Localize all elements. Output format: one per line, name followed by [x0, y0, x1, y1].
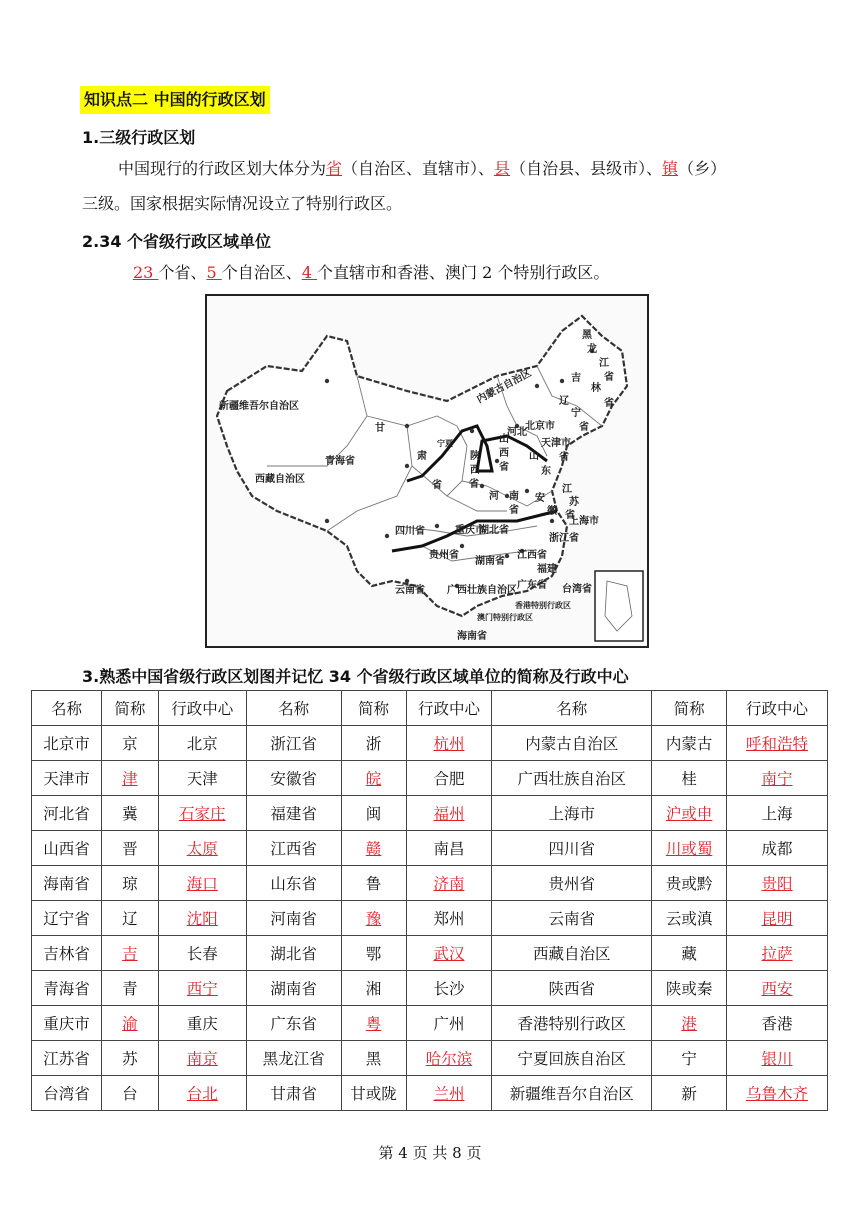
text-segment: （自治县、县级市）、: [510, 159, 663, 178]
table-cell: [158, 866, 246, 901]
map-label: 台湾省: [562, 584, 592, 595]
table-cell: 长沙: [406, 971, 492, 1006]
answer-blank: 4: [301, 263, 318, 282]
table-cell: 新: [652, 1076, 727, 1111]
table-cell: [652, 831, 727, 866]
table-cell: 鄂: [341, 936, 406, 971]
map-label: 省: [604, 398, 614, 409]
table-row: [32, 796, 828, 831]
table-cell: [341, 831, 406, 866]
map-label: 贵州省: [429, 550, 459, 561]
answer-blank: 县: [494, 159, 511, 178]
table-cell: [341, 761, 406, 796]
table-header-cell: 行政中心: [158, 691, 246, 726]
answer-blank: 吉: [122, 945, 138, 963]
table-cell: [406, 1076, 492, 1111]
table-cell: 广西壮族自治区: [492, 761, 652, 796]
map-label: 肃: [417, 451, 427, 462]
table-cell: 辽: [101, 901, 158, 936]
answer-blank: 沈阳: [186, 910, 218, 928]
map-label: 重庆市: [455, 525, 485, 536]
table-cell: 湖北省: [246, 936, 341, 971]
paragraph-counts: [133, 263, 609, 283]
table-cell: [727, 901, 828, 936]
answer-blank: 港: [681, 1015, 697, 1033]
table-cell: 甘肃省: [246, 1076, 341, 1111]
text-segment: 个自治区、: [221, 263, 302, 282]
answer-blank: 哈尔滨: [425, 1050, 473, 1068]
china-province-map: [205, 294, 649, 648]
table-header-cell: 简称: [101, 691, 158, 726]
answer-blank: 23: [133, 263, 159, 282]
table-cell: [406, 936, 492, 971]
map-label: 东: [541, 466, 551, 477]
table-cell: [158, 901, 246, 936]
table-cell: 晋: [101, 831, 158, 866]
answer-blank: 渝: [122, 1015, 138, 1033]
table-cell: 内蒙古: [652, 726, 727, 761]
subsection-heading-3: 3.熟悉中国省级行政区划图并记忆 34 个省级行政区域单位的简称及行政中心: [82, 667, 629, 686]
answer-blank: 5: [206, 263, 222, 282]
text-segment: 中国现行的行政区划大体分为: [118, 159, 327, 178]
map-label: 省: [559, 452, 569, 463]
table-cell: 台湾省: [32, 1076, 102, 1111]
table-cell: [652, 796, 727, 831]
table-cell: 山西省: [32, 831, 102, 866]
table-cell: 香港特别行政区: [492, 1006, 652, 1041]
table-cell: [727, 971, 828, 1006]
table-row: [32, 1041, 828, 1076]
map-label: 安: [535, 493, 545, 504]
map-label: 苏: [569, 497, 579, 508]
table-cell: 河南省: [246, 901, 341, 936]
table-row: [32, 1076, 828, 1111]
table-cell: 福建省: [246, 796, 341, 831]
answer-blank: 乌鲁木齐: [746, 1085, 809, 1103]
table-cell: [406, 866, 492, 901]
table-cell: [158, 971, 246, 1006]
map-label: 浙江省: [549, 533, 579, 544]
table-cell: 黑: [341, 1041, 406, 1076]
table-cell: 上海: [727, 796, 828, 831]
table-cell: 云或滇: [652, 901, 727, 936]
table-header-row: [32, 691, 828, 726]
answer-blank: 津: [122, 770, 138, 788]
table-cell: [101, 761, 158, 796]
table-cell: 贵州省: [492, 866, 652, 901]
table-cell: 重庆: [158, 1006, 246, 1041]
table-row: [32, 901, 828, 936]
subsection-heading-2: 2.34 个省级行政区域单位: [82, 232, 272, 251]
map-label: 西藏自治区: [255, 474, 305, 485]
answer-blank: 昆明: [761, 910, 793, 928]
map-label: 江西省: [517, 550, 547, 561]
map-label: 省: [432, 480, 442, 491]
table-cell: 海南省: [32, 866, 102, 901]
table-row: [32, 971, 828, 1006]
subsection-heading-1: 1.三级行政区划: [82, 128, 196, 147]
map-label: 广西壮族自治区: [447, 585, 517, 596]
map-label: 黑: [582, 330, 592, 341]
map-label: 湖南省: [475, 556, 505, 567]
table-cell: 辽宁省: [32, 901, 102, 936]
answer-blank: 杭州: [433, 735, 465, 753]
map-label: 江: [599, 358, 609, 369]
table-cell: 香港: [727, 1006, 828, 1041]
table-cell: 陕西省: [492, 971, 652, 1006]
table-row: [32, 761, 828, 796]
map-label: 龙: [587, 344, 597, 355]
answer-blank: 西宁: [186, 980, 218, 998]
answer-blank: 武汉: [433, 945, 465, 963]
map-label: 宁: [571, 408, 581, 419]
table-cell: [406, 726, 492, 761]
table-cell: [727, 726, 828, 761]
table-cell: [727, 1041, 828, 1076]
table-cell: [101, 1006, 158, 1041]
table-cell: [158, 1041, 246, 1076]
table-cell: [727, 936, 828, 971]
map-label: 省: [565, 510, 575, 521]
answer-blank: 石家庄: [179, 805, 226, 823]
table-cell: [652, 1006, 727, 1041]
table-cell: 琼: [101, 866, 158, 901]
map-label: 山: [499, 434, 509, 445]
table-row: [32, 936, 828, 971]
table-cell: 广东省: [246, 1006, 341, 1041]
table-cell: [727, 761, 828, 796]
map-label: 广东省: [517, 580, 547, 591]
table-cell: 成都: [727, 831, 828, 866]
answer-blank: 赣: [365, 840, 382, 858]
map-label: 西: [499, 448, 509, 459]
map-label: 青海省: [325, 456, 355, 467]
answer-blank: 福州: [433, 805, 465, 823]
answer-blank: 海口: [186, 875, 218, 893]
map-label: 河北: [507, 427, 527, 438]
table-cell: 台: [101, 1076, 158, 1111]
map-label: 省: [499, 462, 509, 473]
map-label: 香港特别行政区: [515, 601, 571, 610]
answer-blank: 银川: [761, 1050, 793, 1068]
answer-blank: 西安: [761, 980, 793, 998]
table-cell: 陕或秦: [652, 971, 727, 1006]
answer-blank: 贵阳: [761, 875, 793, 893]
table-cell: 北京: [158, 726, 246, 761]
table-cell: 天津: [158, 761, 246, 796]
answer-blank: 台北: [186, 1085, 218, 1103]
map-label: 省: [604, 372, 614, 383]
province-table: [31, 690, 828, 1111]
map-label: 湖北省: [479, 525, 509, 536]
table-cell: 闽: [341, 796, 406, 831]
answer-blank: 太原: [186, 840, 218, 858]
table-cell: 京: [101, 726, 158, 761]
table-cell: 南昌: [406, 831, 492, 866]
page-footer: 第 4 页 共 8 页: [378, 1144, 482, 1162]
table-cell: 浙: [341, 726, 406, 761]
table-cell: 郑州: [406, 901, 492, 936]
map-label: 四川省: [395, 526, 425, 537]
table-header-cell: 名称: [246, 691, 341, 726]
answer-blank: 沪或申: [665, 805, 713, 823]
table-cell: [406, 1041, 492, 1076]
map-label: 澳门特别行政区: [477, 613, 533, 622]
map-label: 内蒙古自治区: [475, 367, 534, 406]
map-label: 陕: [470, 451, 480, 462]
table-cell: 四川省: [492, 831, 652, 866]
answer-blank: 豫: [365, 910, 382, 928]
south-china-sea-inset: [595, 571, 643, 641]
table-header-cell: 名称: [32, 691, 102, 726]
map-label: 西: [470, 465, 480, 476]
table-row: [32, 726, 828, 761]
paragraph-line-2: 三级。国家根据实际情况设立了特别行政区。: [82, 194, 403, 213]
table-cell: [158, 1076, 246, 1111]
map-svg: [207, 296, 647, 646]
paragraph-line-1: [118, 159, 726, 179]
map-label: 天津市: [541, 438, 571, 449]
table-cell: 青: [101, 971, 158, 1006]
answer-blank: 镇: [662, 159, 679, 178]
map-label: 海南省: [457, 631, 487, 642]
table-cell: 吉林省: [32, 936, 102, 971]
answer-blank: 粤: [365, 1015, 382, 1033]
map-label: 福建: [537, 564, 557, 575]
section-title: 知识点二 中国的行政区划: [80, 86, 270, 114]
map-label: 上海市: [569, 516, 599, 527]
table-header-cell: 名称: [492, 691, 652, 726]
table-header-cell: 行政中心: [406, 691, 492, 726]
table-cell: 藏: [652, 936, 727, 971]
table-cell: 江西省: [246, 831, 341, 866]
map-label: 省: [469, 479, 479, 490]
table-header-cell: 简称: [341, 691, 406, 726]
table-cell: [158, 831, 246, 866]
table-cell: 河北省: [32, 796, 102, 831]
table-cell: 贵或黔: [652, 866, 727, 901]
table-cell: 云南省: [492, 901, 652, 936]
table-cell: 西藏自治区: [492, 936, 652, 971]
table-row: [32, 1006, 828, 1041]
table-body: [32, 726, 828, 1111]
table-header-cell: 简称: [652, 691, 727, 726]
answer-blank: 南宁: [761, 770, 793, 788]
map-label: 南: [509, 491, 519, 502]
table-cell: 广州: [406, 1006, 492, 1041]
table-cell: 重庆市: [32, 1006, 102, 1041]
map-label: 吉: [571, 373, 581, 384]
map-label: 云南省: [395, 585, 425, 596]
table-cell: 新疆维吾尔自治区: [492, 1076, 652, 1111]
table-cell: 黑龙江省: [246, 1041, 341, 1076]
table-cell: 天津市: [32, 761, 102, 796]
answer-blank: 济南: [433, 875, 465, 893]
text-segment: 个直辖市和香港、澳门 2 个特别行政区。: [317, 263, 610, 282]
table-cell: 宁: [652, 1041, 727, 1076]
text-segment: （自治区、直辖市）、: [342, 159, 495, 178]
map-label: 北京市: [525, 421, 555, 432]
text-segment: （乡）: [678, 159, 727, 178]
map-label: 江: [562, 484, 572, 495]
text-segment: 个省、: [158, 263, 207, 282]
table-row: [32, 831, 828, 866]
table-cell: 甘或陇: [341, 1076, 406, 1111]
map-label: 宁夏: [437, 439, 453, 448]
table-cell: [341, 1006, 406, 1041]
answer-blank: 呼和浩特: [746, 735, 809, 753]
map-label: 省: [579, 422, 589, 433]
table-cell: 宁夏回族自治区: [492, 1041, 652, 1076]
map-label: 河: [489, 491, 499, 502]
map-label: 新疆维吾尔自治区: [219, 401, 299, 412]
table-cell: [101, 936, 158, 971]
map-label: 山: [529, 451, 539, 462]
answer-blank: 皖: [365, 770, 382, 788]
answer-blank: 省: [326, 159, 343, 178]
table-cell: 鲁: [341, 866, 406, 901]
answer-blank: 南京: [186, 1050, 218, 1068]
table-cell: 上海市: [492, 796, 652, 831]
map-label: 辽: [559, 396, 569, 407]
table-cell: 青海省: [32, 971, 102, 1006]
map-label: 甘: [375, 423, 385, 434]
table-cell: 湘: [341, 971, 406, 1006]
answer-blank: 拉萨: [761, 945, 793, 963]
table-cell: [727, 1076, 828, 1111]
table-header-cell: 行政中心: [727, 691, 828, 726]
table-cell: [158, 796, 246, 831]
table-cell: 合肥: [406, 761, 492, 796]
table-row: [32, 866, 828, 901]
table-cell: 江苏省: [32, 1041, 102, 1076]
table-cell: 长春: [158, 936, 246, 971]
table-cell: 苏: [101, 1041, 158, 1076]
answer-blank: 川或蜀: [665, 840, 713, 858]
table-cell: 冀: [101, 796, 158, 831]
map-label: 徽: [547, 506, 557, 517]
answer-blank: 兰州: [433, 1085, 465, 1103]
table-cell: 山东省: [246, 866, 341, 901]
table-cell: 内蒙古自治区: [492, 726, 652, 761]
table-cell: 北京市: [32, 726, 102, 761]
table-cell: [341, 901, 406, 936]
table-cell: 湖南省: [246, 971, 341, 1006]
table-cell: [406, 796, 492, 831]
table-cell: 桂: [652, 761, 727, 796]
map-label: 省: [509, 505, 519, 516]
table-cell: 浙江省: [246, 726, 341, 761]
table-cell: [727, 866, 828, 901]
table-cell: 安徽省: [246, 761, 341, 796]
map-label: 林: [591, 383, 601, 394]
